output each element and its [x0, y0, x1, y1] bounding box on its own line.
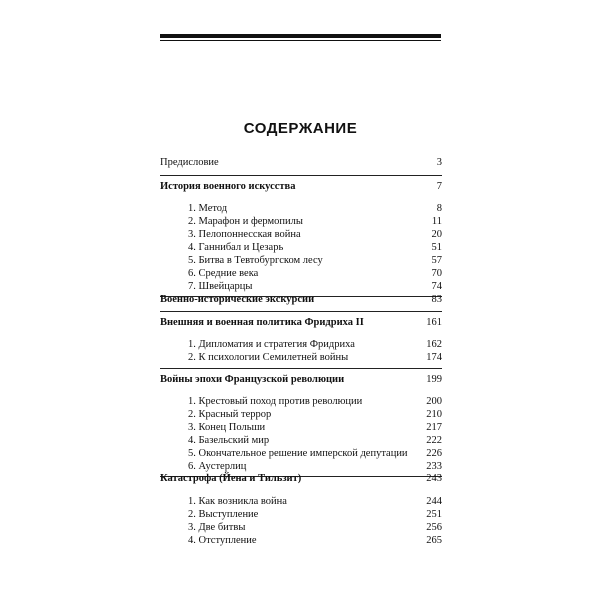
toc-entry-title: 2. Выступление [188, 509, 259, 520]
toc-entry-page: 11 [431, 216, 442, 227]
toc-entry-title: 6. Средние века [188, 268, 259, 279]
toc-entry-page: 74 [431, 281, 442, 292]
page-title: СОДЕРЖАНИЕ [243, 120, 358, 137]
toc-entry-title: 6. Аустерлиц [188, 461, 247, 472]
toc-entry-title: 4. Ганнибал и Цезарь [188, 242, 284, 253]
toc-entry-page: 174 [426, 352, 442, 363]
toc-entry-title: 1. Крестовый поход против революции [188, 396, 363, 407]
section-divider [160, 368, 442, 369]
toc-section-page: 243 [426, 473, 442, 484]
toc-entry-title: 4. Базельский мир [188, 435, 270, 446]
toc-entry-page: 51 [431, 242, 442, 253]
toc-section-title: Войны эпохи Французской революции [160, 374, 345, 385]
header-rule-thick [160, 34, 441, 38]
toc-entry-title: 2. Марафон и фермопилы [188, 216, 303, 227]
toc-section-title: Военно-исторические экскурсии [160, 294, 315, 305]
toc-entry-title: 1. Дипломатия и стратегия Фридриха [188, 339, 355, 350]
toc-entry-title: 1. Метод [188, 203, 228, 214]
section-divider [160, 175, 442, 176]
toc-entry-title: Предисловие [160, 157, 219, 168]
toc-entry-page: 226 [426, 448, 442, 459]
toc-entry-page: 256 [426, 522, 442, 533]
toc-entry-title: 3. Две битвы [188, 522, 246, 533]
toc-entry-page: 233 [426, 461, 442, 472]
header-rule-thin [160, 40, 441, 41]
toc-section-page: 199 [426, 374, 442, 385]
toc-entry-page: 70 [431, 268, 442, 279]
toc-entry-page: 3 [436, 157, 442, 168]
toc-entry-title: 5. Битва в Тевтобургском лесу [188, 255, 323, 266]
toc-entry-page: 8 [436, 203, 442, 214]
toc-entry-page: 217 [426, 422, 442, 433]
toc-entry-page: 162 [426, 339, 442, 350]
toc-section-page: 83 [431, 294, 442, 305]
toc-section-title: Катастрофа (Йена и Тильзит) [160, 473, 302, 484]
toc-entry-page: 251 [426, 509, 442, 520]
toc-entry-title: 5. Окончательное решение имперской депутации [188, 448, 408, 459]
toc-section-title: История военного искусства [160, 181, 296, 192]
toc-section-page: 161 [426, 317, 442, 328]
toc-section-title: Внешняя и военная политика Фридриха II [160, 317, 364, 328]
toc-entry-page: 265 [426, 535, 442, 546]
toc-entry-title: 4. Отступление [188, 535, 257, 546]
toc-entry-page: 244 [426, 496, 442, 507]
toc-entry-page: 200 [426, 396, 442, 407]
toc-entry-title: 2. К психологии Семилетней войны [188, 352, 349, 363]
toc-entry-title: 7. Швейцарцы [188, 281, 253, 292]
toc-entry-page: 57 [431, 255, 442, 266]
toc-entry-page: 20 [431, 229, 442, 240]
toc-entry-title: 2. Красный террор [188, 409, 272, 420]
toc-entry-title: 3. Конец Польши [188, 422, 266, 433]
toc-entry-page: 222 [426, 435, 442, 446]
section-divider [160, 311, 442, 312]
toc-section-page: 7 [436, 181, 442, 192]
toc-entry-title: 1. Как возникла война [188, 496, 287, 507]
toc-entry-page: 210 [426, 409, 442, 420]
toc-entry-title: 3. Пелопоннесская война [188, 229, 301, 240]
